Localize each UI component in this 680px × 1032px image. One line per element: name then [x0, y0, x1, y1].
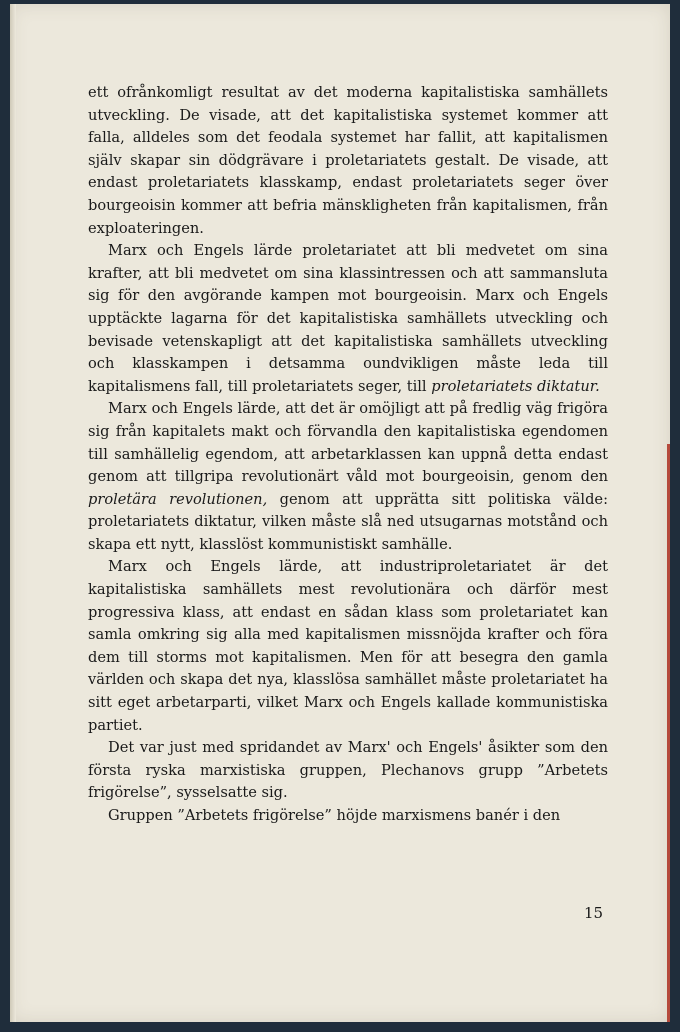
text-run: Marx och Engels lärde, att det är omöjligt att på fredlig väg frigöra sig från kapitalets makt och förvandla den kapitalistiska egendomen till samhällelig egendom, att arbetarklassen kan uppnå detta endast genom att tillgripa revolutionärt våld mot bourgeoisin, genom den: [88, 400, 608, 486]
text-run: Marx och Engels lärde proletariatet att bli medvetet om sina krafter, att bli medvetet om sina klassintressen och att sammansluta sig för den avgörande kampen mot bourgeoisin. Marx och Engels upptäckte lagarna för det kapitalistiska samhällets utveckling och bevisade vetenskapligt att det kapitalistiska samhällets utveckling och klasskampen i detsamma oundvikligen måste leda till kapitalismens fall, till proletariatets seger, till: [88, 242, 608, 395]
paragraph: [88, 398, 608, 556]
body-text: [88, 82, 608, 828]
paragraph: [88, 737, 608, 805]
italic-text-run: proletariatets diktatur.: [431, 377, 600, 395]
italic-text-run: proletära revolutionen,: [88, 490, 268, 508]
paragraph: [88, 240, 608, 398]
page-spine-shadow: [10, 4, 16, 1022]
paragraph: [88, 805, 608, 828]
text-run: Marx och Engels lärde, att industriproletariatet är det kapitalistiska samhällets mest revolutionära och därför mest progressiva klass, att endast en sådan klass som proletariatet kan samla omkring sig alla med kapitalismen missnöjda krafter och föra dem till storms mot kapitalismen. Men för att besegra den gamla världen och skapa det nya, klasslösa samhället måste proletariatet ha sitt eget arbetarparti, vilket Marx och Engels kallade kommunistiska partiet.: [88, 558, 608, 734]
text-run: Det var just med spridandet av Marx' och Engels' åsikter som den första ryska marxistiska gruppen, Plechanovs grupp ”Arbetets frigörelse”, sysselsatte sig.: [88, 739, 608, 802]
book-cover-edge: [667, 444, 670, 1022]
text-run: ett ofrånkomligt resultat av det moderna kapitalistiska samhällets utveckling. De visade, att det kapitalistiska systemet kommer att falla, alldeles som det feodala systemet har fallit, att kapitalismen själv skapar sin dödgrävare i proletariatets gestalt. De visade, att endast proletariatets klasskamp, endast proletariatets seger över bourgeoisin kommer att befria mänskligheten från kapitalismen, från exploateringen.: [88, 84, 608, 237]
book-page: [10, 4, 670, 1022]
text-run: Gruppen ”Arbetets frigörelse” höjde marxismens banér i den: [108, 807, 561, 824]
page-number: 15: [584, 904, 604, 922]
text-run: genom att upprätta sitt politiska välde: proletariatets diktatur, vilken måste slå ned utsugarnas motstånd och skapa ett nytt, klasslöst kommunistiskt samhälle.: [88, 490, 608, 553]
paragraph: [88, 82, 608, 240]
paragraph: [88, 556, 608, 737]
